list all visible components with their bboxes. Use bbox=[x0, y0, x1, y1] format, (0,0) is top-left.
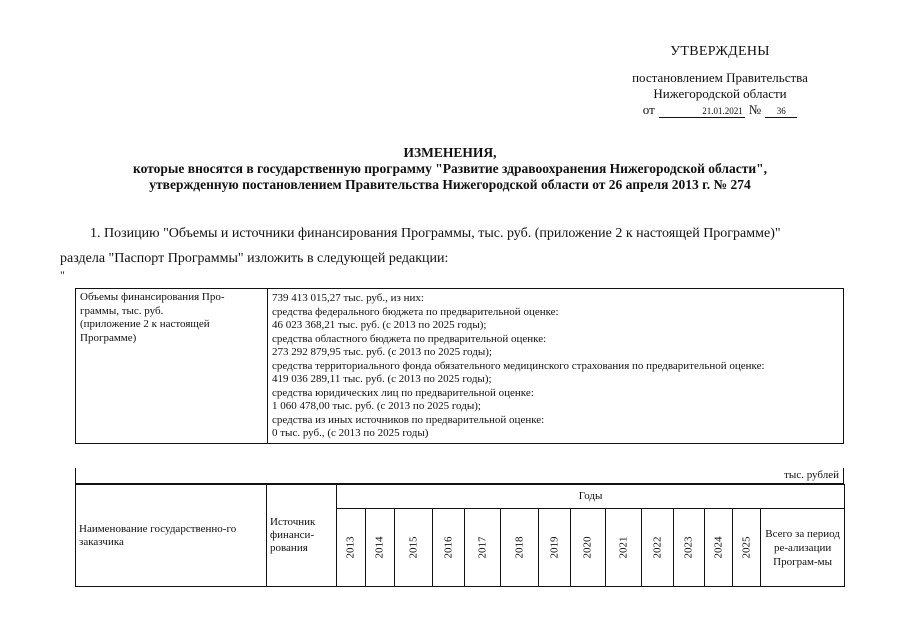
year-header-cell bbox=[337, 509, 366, 587]
year-label: 2020 bbox=[581, 536, 594, 559]
year-label: 2024 bbox=[712, 536, 724, 559]
title-line-2: которые вносятся в государственную программу "Развитие здравоохранения Нижегородской области", bbox=[132, 161, 767, 176]
year-header-cell bbox=[733, 509, 761, 587]
passport-values-cell bbox=[268, 289, 844, 444]
value-line: средства областного бюджета по предварительной оценке: bbox=[272, 332, 547, 345]
paragraph-line-2: раздела "Паспорт Программы" изложить в следующей редакции: bbox=[60, 251, 449, 266]
passport-table bbox=[75, 288, 844, 444]
year-label: 2015 bbox=[407, 536, 419, 559]
title-line-3: утвержденную постановлением Правительства Нижегородской области от 26 апреля 2013 г. № 274 bbox=[149, 177, 751, 192]
year-header-cell bbox=[539, 509, 571, 587]
value-line: 0 тыс. руб., (с 2013 по 2025 годы) bbox=[272, 427, 429, 439]
approval-line-2: Нижегородской области bbox=[653, 86, 787, 101]
opening-quote: " bbox=[60, 268, 65, 282]
label-line: (приложение 2 к настоящей bbox=[80, 318, 210, 330]
year-header-cell bbox=[433, 509, 465, 587]
year-header-cell bbox=[642, 509, 674, 587]
funding-grid-header bbox=[75, 484, 845, 587]
year-label: 2019 bbox=[548, 536, 560, 559]
value-line: 273 292 879,95 тыс. руб. (с 2013 по 2025 годы); bbox=[272, 346, 492, 358]
year-label: 2025 bbox=[740, 536, 752, 559]
paragraph-line-1: 1. Позицию "Объемы и источники финансирования Программы, тыс. руб. (приложение 2 к настоящей Программе)" bbox=[90, 226, 781, 241]
label-line: граммы, тыс. руб. bbox=[80, 304, 164, 317]
value-line: средства юридических лиц по предварительной оценке: bbox=[272, 386, 534, 399]
approval-number: 36 bbox=[765, 106, 797, 118]
approval-block bbox=[600, 44, 840, 118]
approval-heading: УТВЕРЖДЕНЫ bbox=[670, 44, 770, 59]
year-label: 2017 bbox=[476, 536, 488, 559]
year-label: 2018 bbox=[513, 536, 525, 559]
year-label: 2022 bbox=[651, 536, 663, 559]
year-label: 2016 bbox=[442, 536, 454, 559]
value-line: 739 413 015,27 тыс. руб., из них: bbox=[272, 292, 424, 304]
year-label: 2013 bbox=[344, 536, 357, 559]
passport-label-cell bbox=[76, 289, 268, 444]
value-line: средства федерального бюджета по предварительной оценке: bbox=[272, 305, 559, 318]
year-header-cell bbox=[501, 509, 539, 587]
passport-row bbox=[76, 289, 844, 444]
year-header-cell bbox=[395, 509, 433, 587]
year-label: 2021 bbox=[617, 536, 629, 559]
units-label: тыс. рублей bbox=[75, 468, 844, 484]
approval-date: 21.01.2021 bbox=[659, 106, 745, 118]
year-header-cell bbox=[366, 509, 395, 587]
value-line: 1 060 478,00 тыс. руб. (с 2013 по 2025 годы); bbox=[272, 400, 481, 412]
label-line: Объемы финансирования Про- bbox=[80, 291, 225, 303]
year-header-cell bbox=[606, 509, 642, 587]
year-header-cell bbox=[674, 509, 705, 587]
customer-header: Наименование государственно-го заказчика bbox=[76, 485, 267, 587]
amendment-paragraph bbox=[60, 221, 858, 271]
year-label: 2014 bbox=[373, 536, 386, 559]
source-header: Источник финанси-рования bbox=[267, 485, 337, 587]
approval-line-1: постановлением Правительства bbox=[632, 70, 808, 85]
date-prefix: от bbox=[642, 102, 655, 117]
value-line: средства из иных источников по предварительной оценке: bbox=[272, 413, 545, 426]
label-line: Программе) bbox=[80, 331, 137, 344]
value-line: 419 036 289,11 тыс. руб. (с 2013 по 2025 годы); bbox=[272, 373, 492, 385]
number-sign: № bbox=[748, 102, 762, 117]
year-header-cell bbox=[705, 509, 733, 587]
year-header-cell bbox=[571, 509, 606, 587]
value-line: 46 023 368,21 тыс. руб. (с 2013 по 2025 годы); bbox=[272, 319, 487, 331]
total-period-header: Всего за период ре-ализации Програм-мы bbox=[761, 509, 845, 587]
years-header: Годы bbox=[337, 485, 845, 509]
title-line-1: ИЗМЕНЕНИЯ, bbox=[403, 145, 497, 160]
approval-date-line bbox=[600, 102, 840, 118]
year-header-cell bbox=[465, 509, 501, 587]
document-title bbox=[60, 145, 840, 193]
year-label: 2023 bbox=[682, 536, 695, 559]
value-line: средства территориального фонда обязательного медицинского страхования по предварительной оценке: bbox=[272, 359, 765, 372]
